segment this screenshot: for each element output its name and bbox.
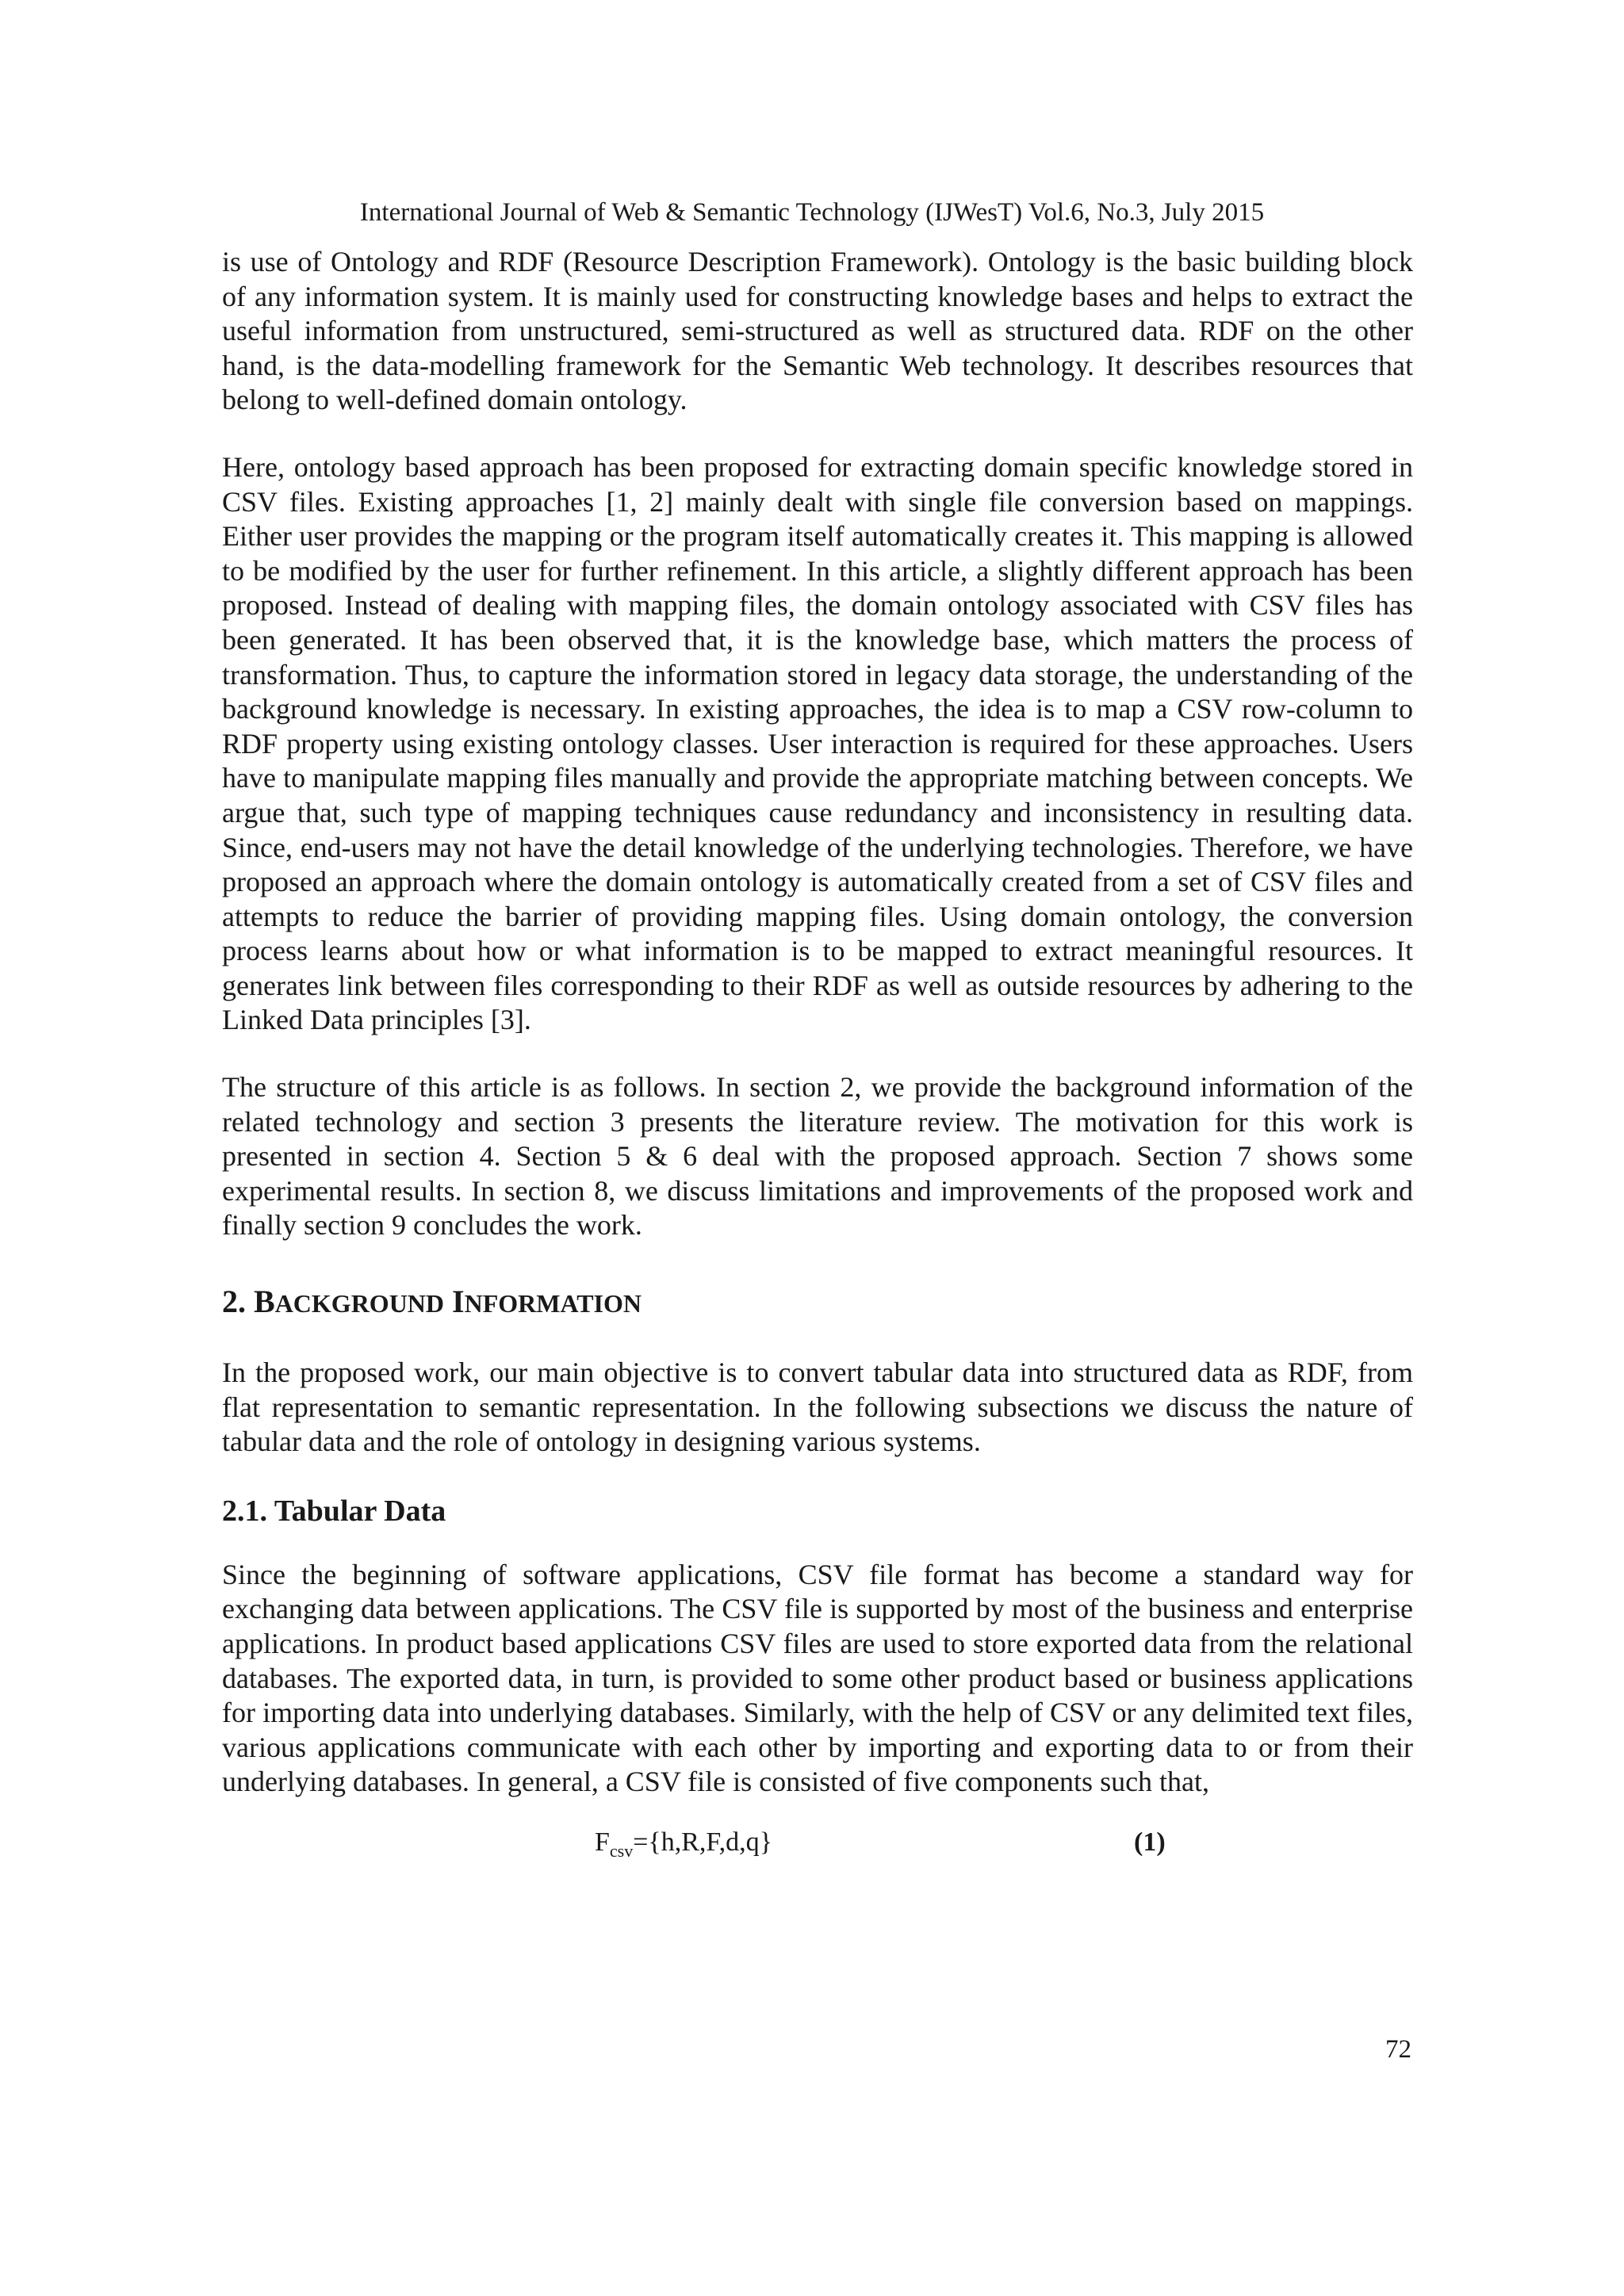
section-2-paragraph: In the proposed work, our main objective is to convert tabular data into structured data as RDF, from flat representation to semantic representation. In the following subsections we discuss the nature of tabular data and the role of ontology in designing various systems. (222, 1357, 1413, 1458)
running-head: International Journal of Web & Semantic Technology (IJWesT) Vol.6, No.3, July 2015 (359, 198, 1265, 227)
subsection-2-1-paragraph: Since the beginning of software applications, CSV file format has become a standard way for exchanging data between applications. The CSV file is supported by most of the business and enterprise applications. In product based applications CSV files are used to store exported data from the relational databases. The exported data, in turn, is provided to some other product based or business applications for importing data into underlying databases. Similarly, with the help of CSV or any delimited text files, various applications communicate with each other by importing and exporting data to or from their underlying databases. In general, a CSV file is consisted of five components such that, (222, 1558, 1413, 1798)
page-number: 72 (1385, 2035, 1411, 2064)
body-paragraph-3: The structure of this article is as follows. In section 2, we provide the background information of the related technology and section 3 presents the literature review. The motivation for this work is presented in section 4. Section 5 & 6 deal with the proposed approach. Section 7 shows some experimental results. In section 8, we discuss limitations and improvements of the proposed work and finally section 9 concludes the work. (222, 1071, 1413, 1242)
equation-1 (222, 1823, 1413, 1862)
section-2-title-word1: BACKGROUND (254, 1284, 445, 1320)
subsection-2-1-heading: 2.1. Tabular Data (222, 1494, 446, 1528)
page-content (222, 245, 1413, 1862)
section-2-title-word2: INFORMATION (452, 1284, 642, 1320)
equation-1-expression: $F_{csv}=\{h,R,F,d,q\}$ (595, 1827, 772, 1861)
body-paragraph-2: Here, ontology based approach has been proposed for extracting domain specific knowledge stored in CSV files. Existing approaches [1, 2] mainly dealt with single file conversion based on mappings. Either user provides the mapping or the program itself automatically creates it. This mapping is allowed to be modified by the user for further refinement. In this article, a slightly different approach has been proposed. Instead of dealing with mapping files, the domain ontology associated with CSV files has been generated. It has been observed that, it is the knowledge base, which matters the process of transformation. Thus, to capture the information stored in legacy data storage, the understanding of the background knowledge is necessary. In existing approaches, the idea is to map a CSV row-column to RDF property using existing ontology classes. User interaction is required for these approaches. Users have to manipulate mapping files manually and provide the appropriate matching between concepts. We argue that, such type of mapping techniques cause redundancy and inconsistency in resulting data. Since, end-users may not have the detail knowledge of the underlying technologies. Therefore, we have proposed an approach where the domain ontology is automatically created from a set of CSV files and attempts to reduce the barrier of providing mapping files. Using domain ontology, the conversion process learns about how or what information is to be mapped to extract meaningful resources. It generates link between files corresponding to their RDF as well as outside resources by adhering to the Linked Data principles [3]. (222, 450, 1413, 1036)
section-2-number: 2. (222, 1284, 246, 1320)
equation-1-number: (1) (1134, 1827, 1166, 1857)
body-paragraph-1: is use of Ontology and RDF (Resource Description Framework). Ontology is the basic building block of any information system. It is mainly used for constructing knowledge bases and helps to extract the useful information from unstructured, semi-structured as well as structured data. RDF on the other hand, is the data-modelling framework for the Semantic Web technology. It describes resources that belong to well-defined domain ontology. (222, 246, 1413, 416)
section-2-heading (222, 1283, 1413, 1322)
